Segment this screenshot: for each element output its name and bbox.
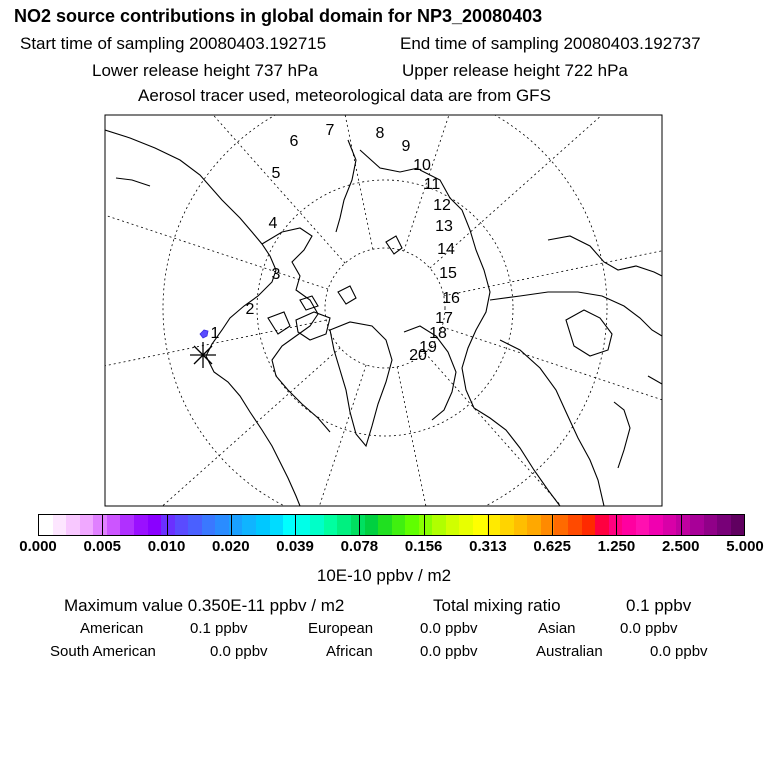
- color-scale-cell: [351, 515, 365, 535]
- chart-title: NO2 source contributions in global domain for NP3_20080403: [14, 6, 543, 26]
- total-mixing-label: Total mixing ratio: [433, 596, 561, 615]
- max-value-label: Maximum value 0.350E-11 ppbv / m2: [64, 596, 345, 615]
- region-value: 0.0 ppbv: [650, 643, 708, 660]
- color-scale-cell: [676, 515, 690, 535]
- color-scale-cell: [500, 515, 514, 535]
- region-label: Australian: [536, 643, 603, 660]
- track-label: 4: [268, 215, 278, 232]
- color-scale-label: 0.625: [533, 538, 571, 555]
- color-scale-cell: [527, 515, 541, 535]
- color-scale-label: 0.010: [147, 538, 186, 555]
- track-label: 20: [409, 347, 427, 364]
- region-label: South American: [50, 643, 156, 660]
- color-scale-cell: [717, 515, 731, 535]
- region-value: 0.0 ppbv: [210, 643, 268, 660]
- color-scale-cell: [419, 515, 433, 535]
- track-label: 18: [429, 325, 447, 342]
- track-label: 10: [413, 157, 431, 174]
- color-scale-cell: [161, 515, 175, 535]
- color-scale-cell: [473, 515, 487, 535]
- color-scale-tick: [167, 515, 168, 535]
- color-scale-cell: [66, 515, 80, 535]
- color-scale-cell: [636, 515, 650, 535]
- track-label: 8: [375, 125, 385, 142]
- region-label: African: [326, 643, 373, 660]
- region-label: European: [308, 620, 374, 637]
- color-scale-cell: [568, 515, 582, 535]
- color-scale-cell: [365, 515, 379, 535]
- color-scale-cell: [731, 515, 745, 535]
- color-scale-cell: [80, 515, 94, 535]
- track-label: 5: [271, 165, 281, 182]
- color-scale-cell: [215, 515, 229, 535]
- color-scale-cell: [53, 515, 67, 535]
- color-scale-cell: [107, 515, 121, 535]
- color-scale-tick: [681, 515, 682, 535]
- color-scale-cell: [609, 515, 623, 535]
- color-scale-cell: [202, 515, 216, 535]
- color-scale-cell: [175, 515, 189, 535]
- track-label: 11: [423, 176, 441, 193]
- units-label: 10E-10 ppbv / m2: [316, 566, 452, 585]
- color-scale-tick: [552, 515, 553, 535]
- color-scale-tick: [102, 515, 103, 535]
- color-scale-label: 0.000: [19, 538, 57, 555]
- color-scale-label: 0.156: [404, 538, 443, 555]
- color-scale-label: 5.000: [726, 538, 764, 555]
- color-scale-cell: [582, 515, 596, 535]
- color-scale-cell: [704, 515, 718, 535]
- color-scale-tick: [295, 515, 296, 535]
- region-value: 0.0 ppbv: [620, 620, 678, 637]
- color-scale-tick: [424, 515, 425, 535]
- color-scale-cell: [188, 515, 202, 535]
- color-scale-tick: [616, 515, 617, 535]
- color-scale-cell: [324, 515, 338, 535]
- color-scale-cell: [120, 515, 134, 535]
- color-scale-cell: [337, 515, 351, 535]
- color-scale-cell: [134, 515, 148, 535]
- track-label: 17: [435, 310, 453, 327]
- start-time-label: Start time of sampling 20080403.192715: [20, 34, 327, 53]
- color-scale-cell: [690, 515, 704, 535]
- color-scale-bar: [38, 514, 745, 536]
- color-scale-tick: [359, 515, 360, 535]
- track-label: 3: [271, 266, 281, 283]
- color-scale-cell: [242, 515, 256, 535]
- color-scale-label: 1.250: [597, 538, 636, 555]
- color-scale-cell: [663, 515, 677, 535]
- track-label: 9: [401, 138, 411, 155]
- track-label: 12: [433, 197, 451, 214]
- lower-height-label: Lower release height 737 hPa: [92, 61, 318, 80]
- color-scale-cell: [622, 515, 636, 535]
- track-label: 7: [325, 122, 335, 139]
- color-scale-label: 0.005: [83, 538, 122, 555]
- color-scale-cell: [459, 515, 473, 535]
- region-label: Asian: [538, 620, 576, 637]
- track-label: 6: [289, 133, 299, 150]
- track-label: 16: [442, 290, 460, 307]
- track-label: 1: [210, 325, 220, 342]
- track-label: 2: [245, 301, 255, 318]
- color-scale-label: 0.039: [276, 538, 314, 555]
- color-scale-cell: [446, 515, 460, 535]
- tracer-note: Aerosol tracer used, meteorological data are from GFS: [138, 86, 551, 105]
- track-label: 13: [435, 218, 453, 235]
- color-scale-label: 0.078: [340, 538, 379, 555]
- region-label: American: [80, 620, 144, 637]
- track-label: 19: [419, 339, 437, 356]
- color-scale-tick: [231, 515, 232, 535]
- color-scale-cell: [514, 515, 528, 535]
- color-scale-label: 0.020: [212, 538, 250, 555]
- track-label: 14: [437, 241, 455, 258]
- total-mixing-value: 0.1 ppbv: [626, 596, 692, 615]
- color-scale-label: 2.500: [661, 538, 700, 555]
- color-scale-cell: [297, 515, 311, 535]
- end-time-label: End time of sampling 20080403.192737: [400, 34, 701, 53]
- color-scale-label: 0.313: [469, 538, 507, 555]
- color-scale-cell: [405, 515, 419, 535]
- region-value: 0.0 ppbv: [420, 643, 478, 660]
- region-value: 0.0 ppbv: [420, 620, 478, 637]
- color-scale-cell: [392, 515, 406, 535]
- upper-height-label: Upper release height 722 hPa: [402, 61, 628, 80]
- color-scale-cell: [93, 515, 107, 535]
- map-frame: [105, 115, 662, 506]
- color-scale-cell: [554, 515, 568, 535]
- color-scale-cell: [270, 515, 284, 535]
- color-scale-tick: [488, 515, 489, 535]
- color-scale-cell: [378, 515, 392, 535]
- color-scale-cell: [649, 515, 663, 535]
- color-scale-cell: [595, 515, 609, 535]
- color-scale-cell: [39, 515, 53, 535]
- color-scale-cell: [432, 515, 446, 535]
- color-scale-cell: [256, 515, 270, 535]
- region-value: 0.1 ppbv: [190, 620, 248, 637]
- track-label: 15: [439, 265, 457, 282]
- color-scale-cell: [310, 515, 324, 535]
- color-scale-cell: [148, 515, 162, 535]
